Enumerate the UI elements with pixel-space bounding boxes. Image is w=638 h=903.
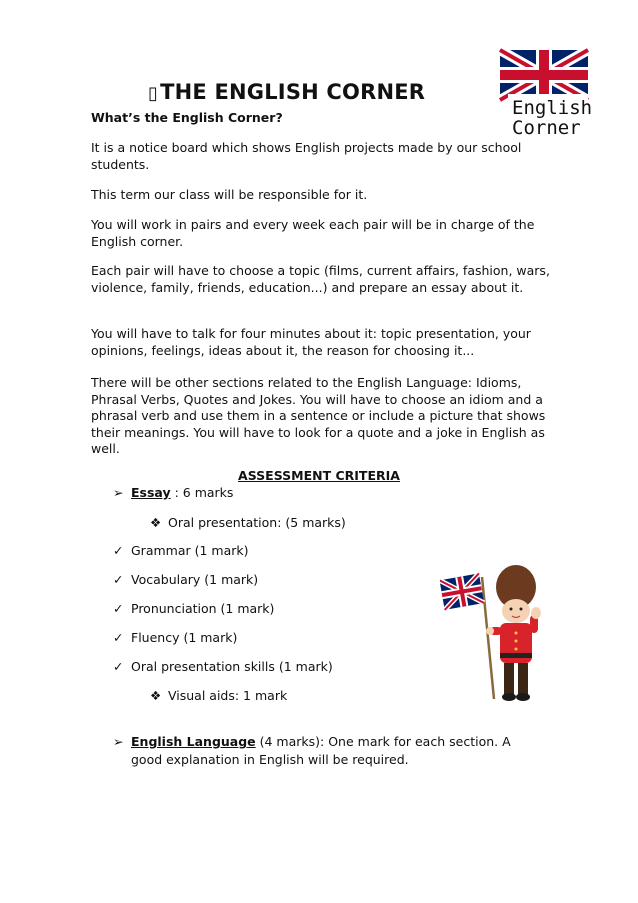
visual-text: Visual aids: 1 mark <box>168 688 288 703</box>
assessment-criteria-heading: ASSESSMENT CRITERIA <box>238 468 400 483</box>
essay-marks: : 6 marks <box>170 485 234 500</box>
check-bullet-icon: ✓ <box>113 601 124 616</box>
criteria-english-language <box>113 733 533 769</box>
missing-glyph-icon: ▯ <box>148 83 159 104</box>
page-title <box>148 80 425 104</box>
criteria-essay <box>113 485 233 500</box>
page-title-text: THE ENGLISH CORNER <box>160 80 426 104</box>
paragraph-1: It is a notice board which shows English projects made by our school students. <box>91 140 522 172</box>
english-corner-logo <box>496 48 592 140</box>
page-subtitle: What’s the English Corner? <box>91 110 283 125</box>
oral-text: Oral presentation: (5 marks) <box>168 515 346 530</box>
criteria-pronunciation <box>113 601 274 616</box>
logo-line-2: Corner <box>512 117 581 139</box>
criteria-oral-presentation <box>150 515 346 530</box>
grammar-text: Grammar (1 mark) <box>131 543 249 558</box>
diamond-bullet-icon: ❖ <box>150 688 162 703</box>
english-language-label: English Language <box>131 734 256 749</box>
check-bullet-icon: ✓ <box>113 543 124 558</box>
paragraph-6: There will be other sections related to the English Language: Idioms, Phrasal Verbs, Quotes and Jokes. You will have to choose an idiom and a phrasal verb and use them in a sentence or include a picture that shows their meanings. You will have to look for a quote and a joke in English as well. <box>91 375 546 456</box>
criteria-grammar <box>113 543 249 558</box>
criteria-visual-aids <box>150 688 287 703</box>
check-bullet-icon: ✓ <box>113 659 124 674</box>
criteria-presentation-skills <box>113 659 333 674</box>
diamond-bullet-icon: ❖ <box>150 515 162 530</box>
essay-label: Essay <box>131 485 171 500</box>
criteria-vocabulary <box>113 572 258 587</box>
pronunciation-text: Pronunciation (1 mark) <box>131 601 275 616</box>
vocabulary-text: Vocabulary (1 mark) <box>131 572 259 587</box>
paragraph-2: This term our class will be responsible for it. <box>91 187 368 202</box>
paragraph-5: You will have to talk for four minutes about it: topic presentation, your opinions, feelings, ideas about it, the reason for choosing it... <box>91 326 531 358</box>
check-bullet-icon: ✓ <box>113 630 124 645</box>
skills-text: Oral presentation skills (1 mark) <box>131 659 333 674</box>
english-language-rest-1: (4 marks): One mark for each section. A <box>255 734 511 749</box>
royal-guard-illustration <box>440 563 548 708</box>
fluency-text: Fluency (1 mark) <box>131 630 238 645</box>
paragraph-3: You will work in pairs and every week each pair will be in charge of the English corner. <box>91 217 535 249</box>
english-language-rest-2: good explanation in English will be required. <box>131 752 409 767</box>
union-jack-flag-icon <box>440 573 484 609</box>
criteria-fluency <box>113 630 237 645</box>
arrow-bullet-icon: ➢ <box>113 734 124 749</box>
logo-line-1: English <box>512 97 592 119</box>
check-bullet-icon: ✓ <box>113 572 124 587</box>
arrow-bullet-icon: ➢ <box>113 485 124 500</box>
union-jack-icon <box>500 50 588 100</box>
paragraph-4: Each pair will have to choose a topic (films, current affairs, fashion, wars, violence, family, friends, education...) and prepare an essay about it. <box>91 263 550 295</box>
